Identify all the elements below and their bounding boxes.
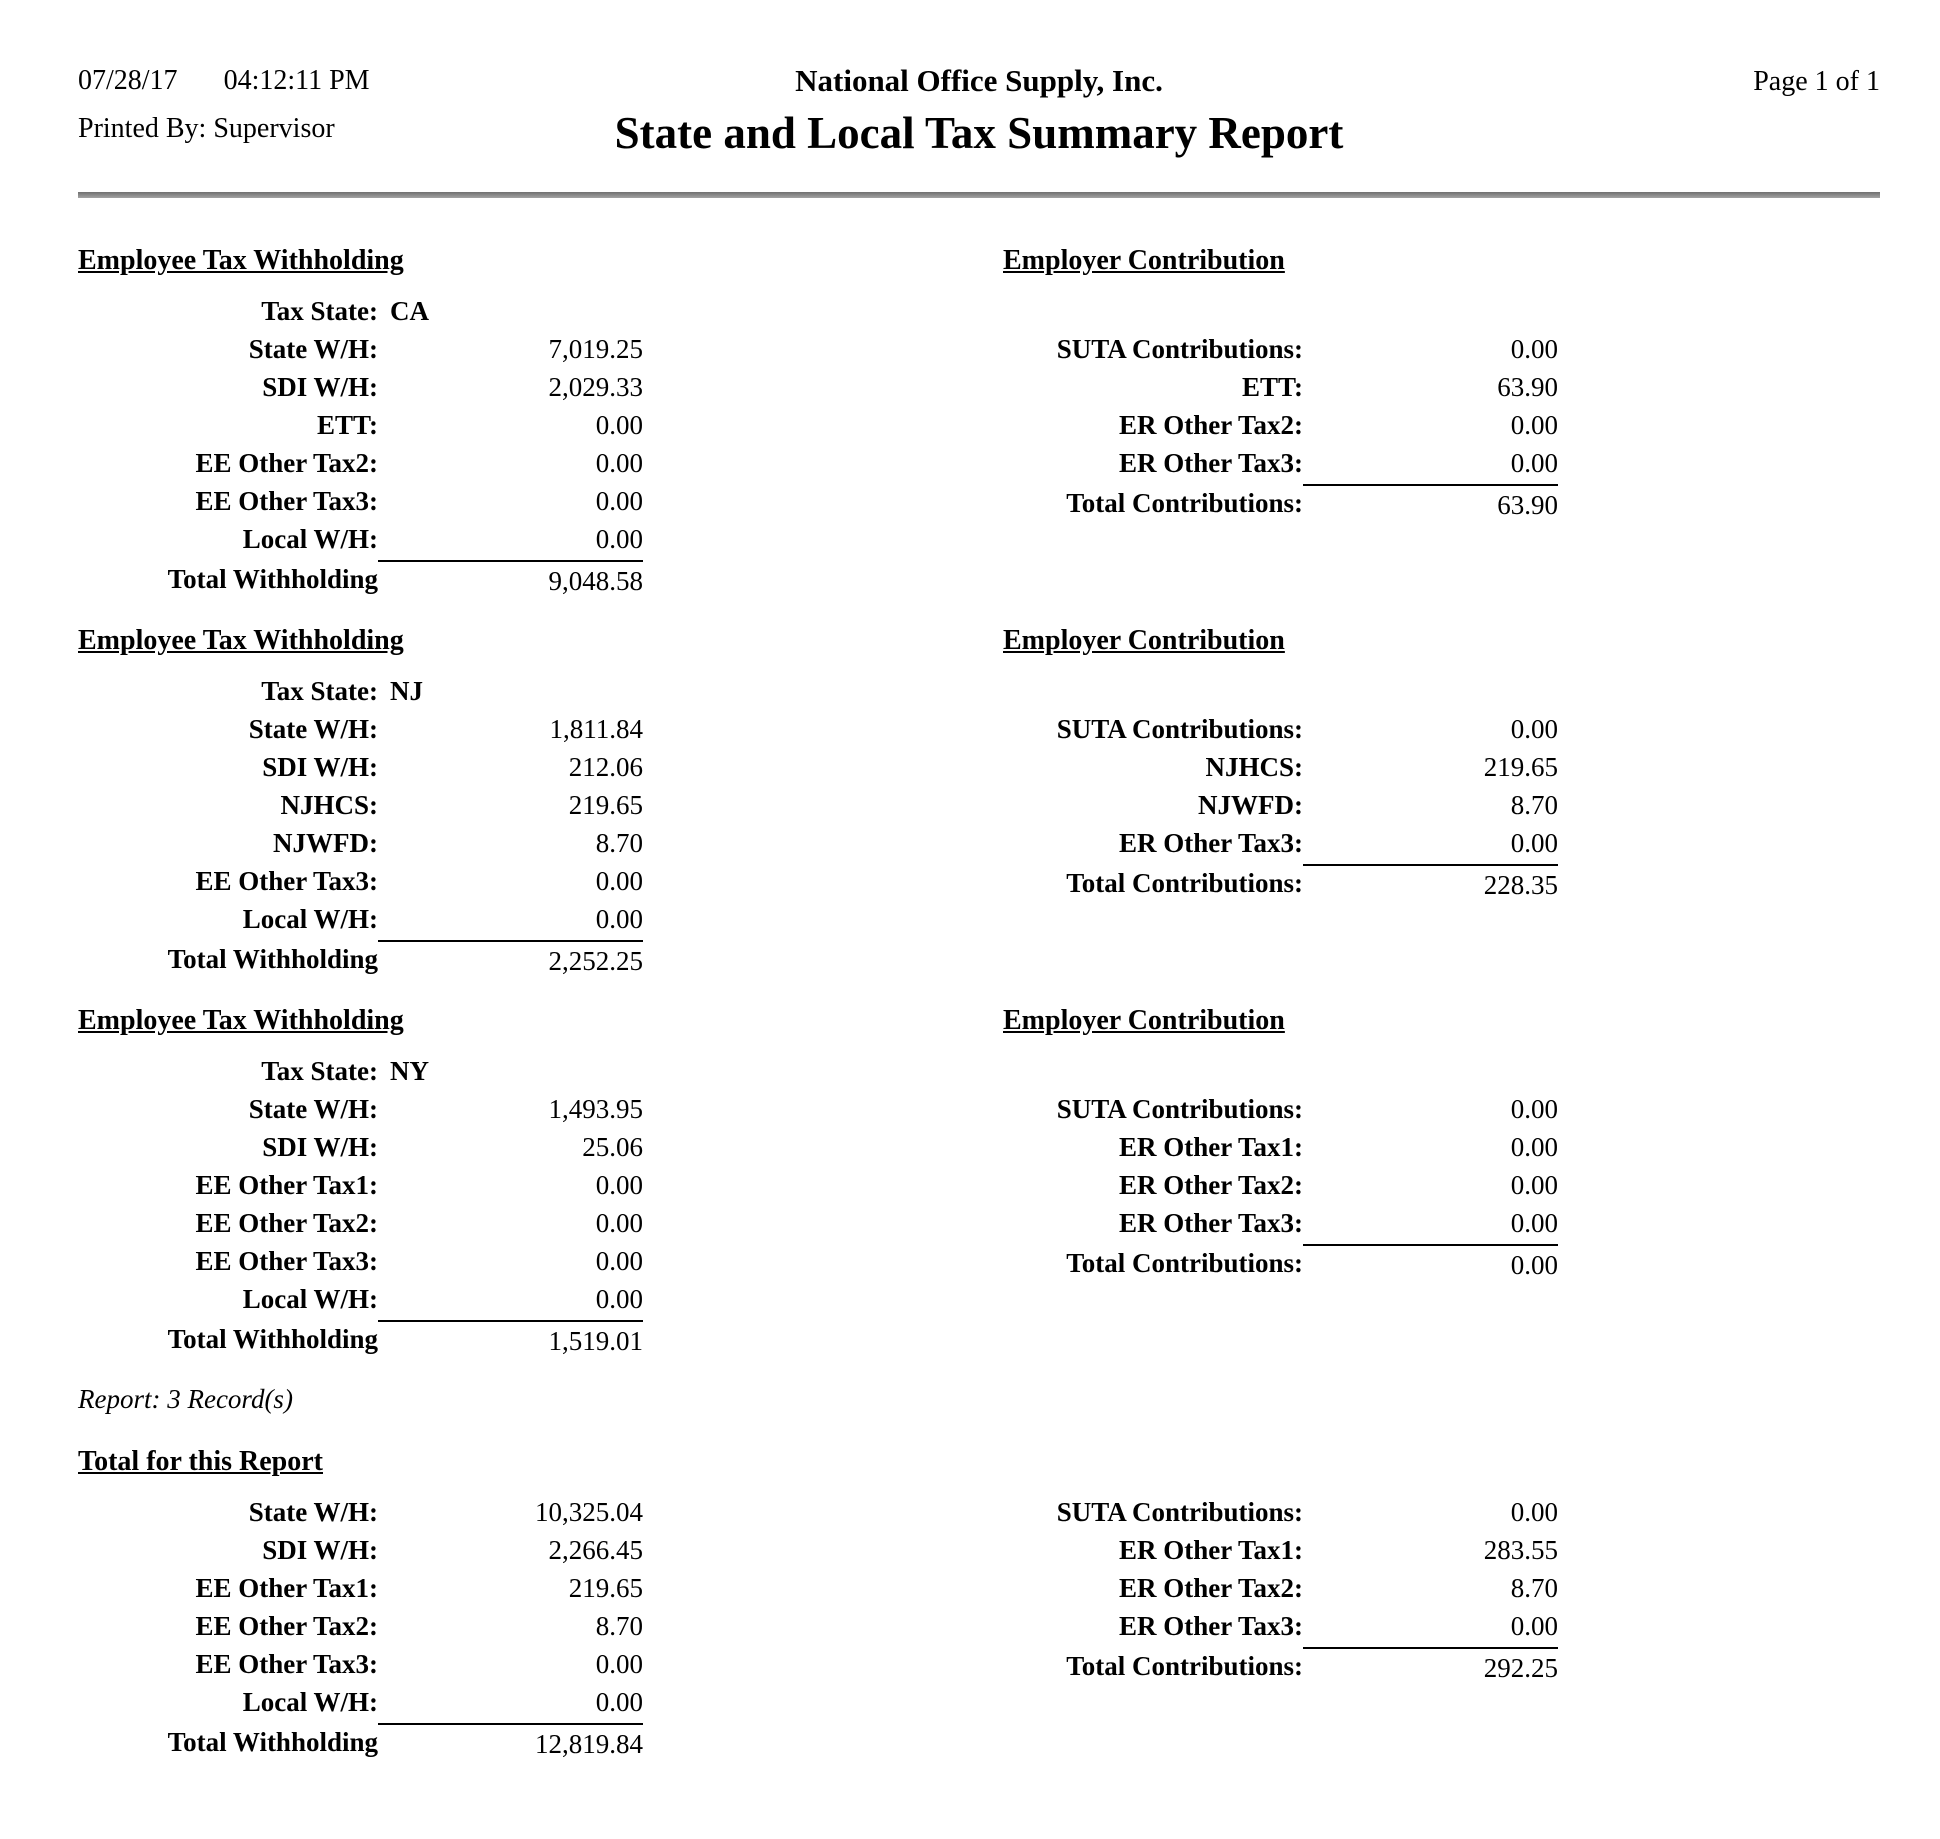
tax-row (1003, 368, 1563, 406)
total-withholding-value: 1,519.01 (378, 1320, 643, 1358)
tax-row (78, 1569, 643, 1607)
tax-row-label: ETT: (1241, 372, 1303, 402)
employer-contribution-column (1003, 244, 1563, 598)
tax-row-value: 0.00 (1510, 714, 1558, 744)
tax-row-value: 8.70 (1510, 1573, 1558, 1603)
tax-row-value: 0.00 (595, 1284, 643, 1314)
total-contributions-label: Total Contributions: (1066, 1651, 1303, 1681)
tax-row-value: 25.06 (582, 1132, 643, 1162)
tax-row (78, 1280, 643, 1318)
tax-row-label: NJWFD: (1198, 790, 1303, 820)
tax-state-section-ca (78, 244, 1880, 598)
tax-row-value: 219.65 (568, 790, 643, 820)
tax-row-value: 1,493.95 (548, 1094, 643, 1124)
total-withholding-row (78, 1320, 643, 1358)
print-date: 07/28/17 (78, 65, 178, 96)
tax-row (1003, 786, 1563, 824)
tax-row-value: 8.70 (1510, 790, 1558, 820)
tax-row-value: 0.00 (595, 1170, 643, 1200)
tax-state-label: Tax State: (261, 296, 378, 326)
tax-row (78, 1683, 643, 1721)
employee-rows (78, 710, 643, 938)
tax-row-label: EE Other Tax3: (195, 866, 378, 896)
total-withholding-label: Total Withholding (167, 1324, 378, 1354)
print-time: 04:12:11 PM (223, 65, 370, 96)
company-name: National Office Supply, Inc. (795, 63, 1163, 98)
total-contributions-value: 228.35 (1303, 864, 1558, 902)
tax-row (1003, 1166, 1563, 1204)
total-contributions-label: Total Contributions: (1066, 488, 1303, 518)
employer-rows (1003, 1493, 1563, 1645)
tax-state-label: Tax State: (261, 676, 378, 706)
tax-row (78, 1128, 643, 1166)
tax-row (1003, 1531, 1563, 1569)
tax-row-value: 8.70 (595, 1611, 643, 1641)
employer-contribution-column (1003, 624, 1563, 978)
tax-row-value: 8.70 (595, 828, 643, 858)
tax-row (78, 406, 643, 444)
row-spacer (1003, 1052, 1563, 1090)
tax-row (1003, 406, 1563, 444)
tax-row-label: ER Other Tax3: (1118, 828, 1303, 858)
tax-row (1003, 1607, 1563, 1645)
tax-row-label: State W/H: (248, 334, 378, 364)
report-total-section (78, 1445, 1880, 1761)
tax-row-label: ER Other Tax3: (1118, 1611, 1303, 1641)
tax-state-label: Tax State: (261, 1056, 378, 1086)
tax-row-label: SUTA Contributions: (1056, 334, 1303, 364)
tax-row-value: 0.00 (1510, 828, 1558, 858)
employee-withholding-column (78, 244, 643, 598)
row-spacer (1003, 292, 1563, 330)
employer-contribution-column (1003, 1004, 1563, 1358)
report-header (78, 64, 1880, 184)
tax-row-label: EE Other Tax3: (195, 1246, 378, 1276)
tax-row-label: SDI W/H: (262, 372, 378, 402)
tax-row-value: 0.00 (595, 486, 643, 516)
employer-contribution-heading: Employer Contribution (1003, 1005, 1285, 1036)
tax-row-value: 2,266.45 (548, 1535, 643, 1565)
tax-row-label: ER Other Tax3: (1118, 1208, 1303, 1238)
tax-row-label: ER Other Tax2: (1118, 1170, 1303, 1200)
tax-row-label: EE Other Tax3: (195, 1649, 378, 1679)
total-contributions-value: 0.00 (1303, 1244, 1558, 1282)
tax-row-label: Local W/H: (242, 904, 378, 934)
tax-row-label: EE Other Tax1: (195, 1573, 378, 1603)
tax-row (78, 748, 643, 786)
tax-row-label: NJHCS: (1205, 752, 1303, 782)
total-withholding-value: 12,819.84 (378, 1723, 643, 1761)
tax-row (78, 862, 643, 900)
tax-row (78, 1607, 643, 1645)
tax-row-label: ER Other Tax2: (1118, 410, 1303, 440)
tax-row (78, 368, 643, 406)
employee-withholding-column (78, 1004, 643, 1358)
tax-row (1003, 1204, 1563, 1242)
tax-row-label: EE Other Tax2: (195, 1208, 378, 1238)
tax-row-label: SDI W/H: (262, 752, 378, 782)
employee-withholding-column (78, 624, 643, 978)
tax-row (78, 1090, 643, 1128)
report-total-heading: Total for this Report (78, 1446, 323, 1477)
row-spacer (1003, 672, 1563, 710)
tax-row-label: ER Other Tax2: (1118, 1573, 1303, 1603)
tax-row-label: ETT: (316, 410, 378, 440)
employer-rows (1003, 710, 1563, 862)
tax-row-value: 0.00 (1510, 334, 1558, 364)
tax-row-label: EE Other Tax1: (195, 1170, 378, 1200)
employee-rows (78, 1493, 643, 1721)
tax-row-value: 0.00 (1510, 1611, 1558, 1641)
total-contributions-label: Total Contributions: (1066, 1248, 1303, 1278)
tax-row (78, 786, 643, 824)
total-contributions-row (1003, 1647, 1563, 1685)
total-withholding-label: Total Withholding (167, 564, 378, 594)
tax-state-value: NJ (390, 676, 423, 706)
tax-row (78, 520, 643, 558)
tax-row-label: Local W/H: (242, 1687, 378, 1717)
tax-row-label: SDI W/H: (262, 1132, 378, 1162)
printed-by: Printed By: Supervisor (78, 113, 335, 144)
tax-state-row (78, 1052, 643, 1090)
tax-row (1003, 748, 1563, 786)
tax-row (1003, 1090, 1563, 1128)
tax-row (1003, 330, 1563, 368)
tax-row (1003, 1128, 1563, 1166)
tax-row-value: 63.90 (1497, 372, 1558, 402)
tax-row-label: SUTA Contributions: (1056, 714, 1303, 744)
tax-row-value: 0.00 (595, 1246, 643, 1276)
tax-row-value: 0.00 (595, 1687, 643, 1717)
tax-row-value: 0.00 (595, 448, 643, 478)
tax-state-section-ny (78, 1004, 1880, 1358)
tax-row-label: EE Other Tax2: (195, 448, 378, 478)
tax-row-value: 2,029.33 (548, 372, 643, 402)
total-contributions-label: Total Contributions: (1066, 868, 1303, 898)
total-withholding-label: Total Withholding (167, 944, 378, 974)
tax-row (1003, 444, 1563, 482)
tax-row-label: SUTA Contributions: (1056, 1497, 1303, 1527)
tax-row (78, 710, 643, 748)
tax-row-label: State W/H: (248, 1497, 378, 1527)
employee-withholding-heading: Employee Tax Withholding (78, 1005, 404, 1036)
tax-row-value: 0.00 (1510, 1094, 1558, 1124)
tax-row-value: 1,811.84 (549, 714, 643, 744)
tax-row-value: 10,325.04 (535, 1497, 643, 1527)
report-body (78, 198, 1880, 1761)
tax-row-value: 0.00 (1510, 1497, 1558, 1527)
tax-row-label: SDI W/H: (262, 1535, 378, 1565)
tax-row-value: 0.00 (595, 1208, 643, 1238)
tax-row-value: 212.06 (568, 752, 643, 782)
total-withholding-row (78, 1723, 643, 1761)
tax-row (78, 1493, 643, 1531)
employee-rows (78, 1090, 643, 1318)
tax-row-label: SUTA Contributions: (1056, 1094, 1303, 1124)
tax-row (78, 900, 643, 938)
tax-row (78, 824, 643, 862)
tax-row-value: 0.00 (1510, 448, 1558, 478)
tax-row (1003, 1493, 1563, 1531)
total-contributions-value: 63.90 (1303, 484, 1558, 522)
total-contributions-value: 292.25 (1303, 1647, 1558, 1685)
tax-row-label: Local W/H: (242, 524, 378, 554)
tax-state-value: CA (390, 296, 429, 326)
tax-row-value: 0.00 (595, 1649, 643, 1679)
tax-row-label: EE Other Tax2: (195, 1611, 378, 1641)
tax-row-label: State W/H: (248, 714, 378, 744)
tax-row-label: NJHCS: (280, 790, 378, 820)
tax-row (78, 1166, 643, 1204)
tax-row-value: 283.55 (1483, 1535, 1558, 1565)
tax-row (78, 1242, 643, 1280)
tax-state-value: NY (390, 1056, 429, 1086)
tax-row-value: 0.00 (595, 410, 643, 440)
tax-row-label: ER Other Tax1: (1118, 1535, 1303, 1565)
tax-row (78, 482, 643, 520)
employee-withholding-heading: Employee Tax Withholding (78, 625, 404, 656)
tax-state-section-nj (78, 624, 1880, 978)
tax-row-label: Local W/H: (242, 1284, 378, 1314)
tax-row (78, 1531, 643, 1569)
tax-row-label: EE Other Tax3: (195, 486, 378, 516)
total-withholding-value: 9,048.58 (378, 560, 643, 598)
tax-row-label: State W/H: (248, 1094, 378, 1124)
tax-row-value: 0.00 (1510, 1170, 1558, 1200)
total-contributions-row (1003, 864, 1563, 902)
employer-rows (1003, 1090, 1563, 1242)
tax-row (78, 330, 643, 368)
employee-withholding-heading: Employee Tax Withholding (78, 245, 404, 276)
tax-row-label: ER Other Tax3: (1118, 448, 1303, 478)
employer-contribution-heading: Employer Contribution (1003, 625, 1285, 656)
tax-row-value: 0.00 (1510, 410, 1558, 440)
tax-row (1003, 710, 1563, 748)
total-withholding-row (78, 560, 643, 598)
tax-row-value: 219.65 (1483, 752, 1558, 782)
employer-contribution-column (1003, 1445, 1563, 1761)
employee-withholding-column (78, 1445, 643, 1761)
page-indicator: Page 1 of 1 (1753, 66, 1880, 97)
total-withholding-row (78, 940, 643, 978)
tax-row-label: ER Other Tax1: (1118, 1132, 1303, 1162)
tax-state-row (78, 292, 643, 330)
total-contributions-row (1003, 1244, 1563, 1282)
tax-row-label: NJWFD: (273, 828, 378, 858)
total-contributions-row (1003, 484, 1563, 522)
tax-row (1003, 1569, 1563, 1607)
employer-rows (1003, 330, 1563, 482)
total-withholding-value: 2,252.25 (378, 940, 643, 978)
employee-rows (78, 330, 643, 558)
tax-row (78, 1204, 643, 1242)
header-center (615, 64, 1344, 158)
tax-row-value: 0.00 (595, 904, 643, 934)
tax-row-value: 0.00 (595, 524, 643, 554)
tax-state-row (78, 672, 643, 710)
heading-spacer (1003, 1445, 1563, 1493)
tax-row-value: 0.00 (1510, 1132, 1558, 1162)
report-record-count: Report: 3 Record(s) (78, 1384, 293, 1414)
tax-row-value: 7,019.25 (548, 334, 643, 364)
tax-row (78, 1645, 643, 1683)
employer-contribution-heading: Employer Contribution (1003, 245, 1285, 276)
tax-row (78, 444, 643, 482)
tax-row-value: 0.00 (1510, 1208, 1558, 1238)
report-title: State and Local Tax Summary Report (614, 108, 1344, 158)
total-withholding-label: Total Withholding (167, 1727, 378, 1757)
tax-row-value: 0.00 (595, 866, 643, 896)
tax-row (1003, 824, 1563, 862)
tax-row-value: 219.65 (568, 1573, 643, 1603)
